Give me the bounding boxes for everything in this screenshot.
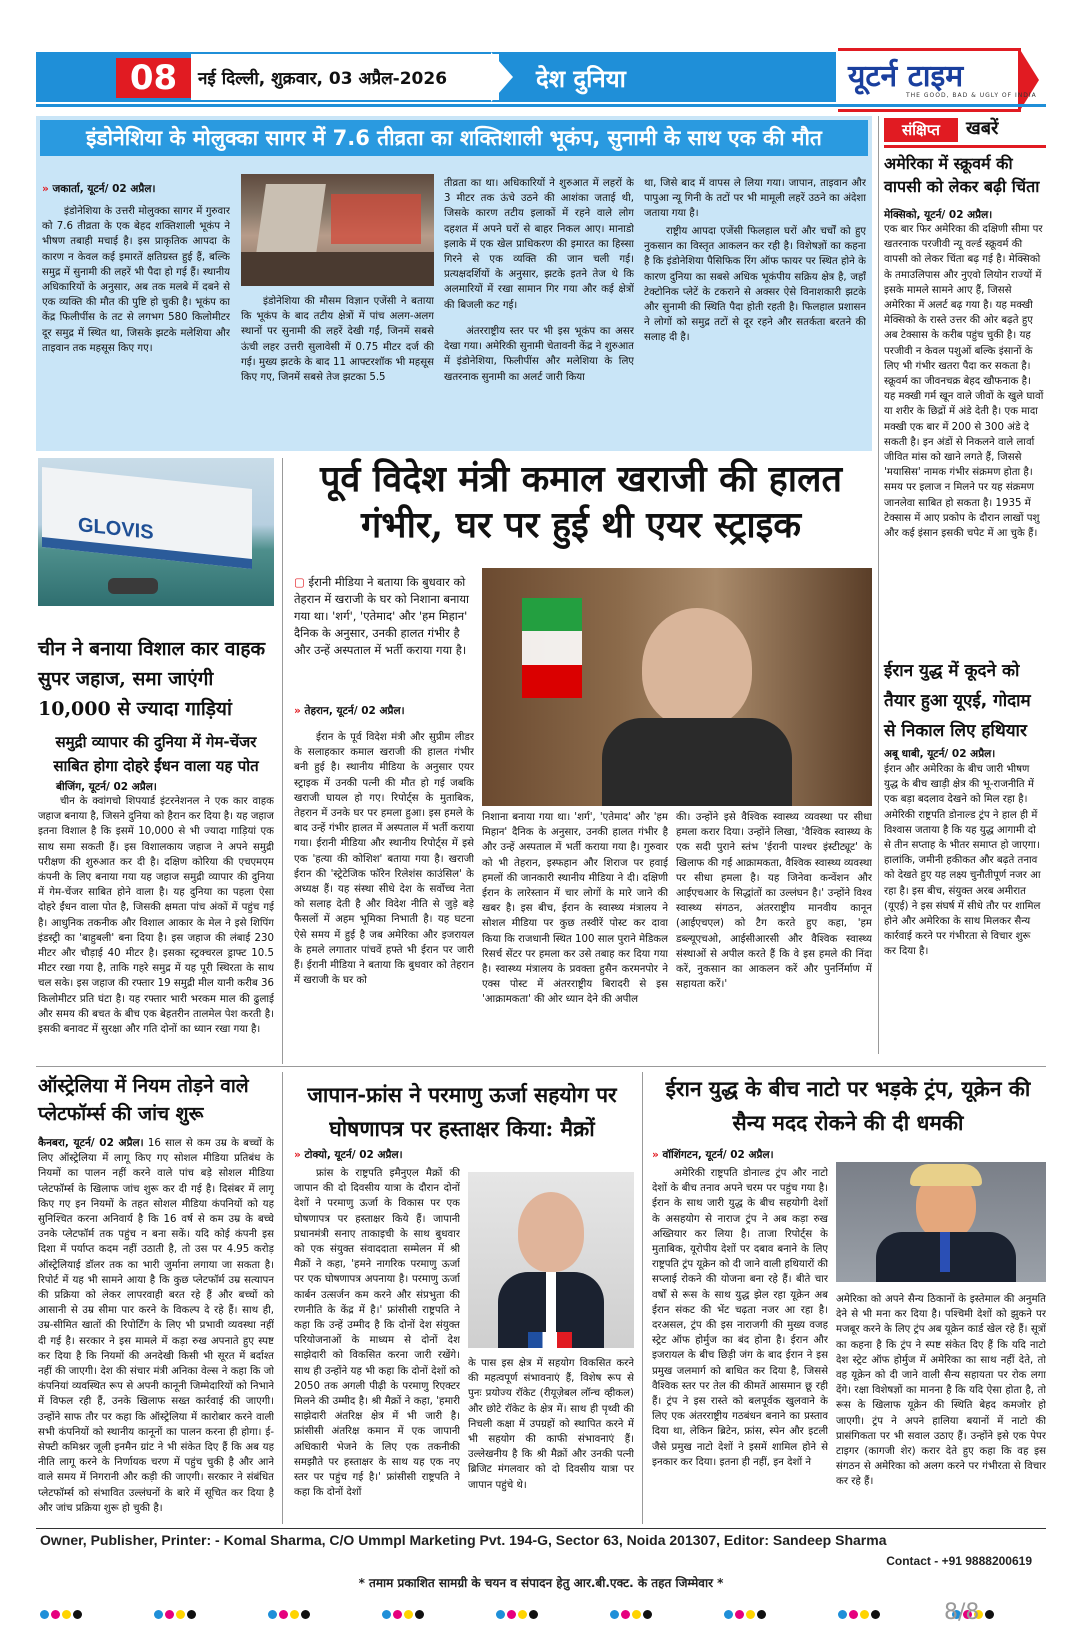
byline-text: वॉशिंगटन, यूटर्न/ 02 अप्रैल।	[662, 1149, 774, 1161]
kharazi-lead	[294, 574, 474, 698]
byline-text: जकार्ता, यूटर्न/ 02 अप्रैल।	[52, 183, 156, 195]
japan-france-col1: फ्रांस के राष्ट्रपति इमैनुएल मैक्रों की जापान की दो दिवसीय यात्रा के दौरान दोनों देशों ने परमाणु ऊर्जा के विकास पर एक घोषणापत्र पर हस्ताक्षर किये हैं। जापानी प्रधानमंत्री सनाए ताकाइची के साथ बुधवार को एक संयुक्त संवाददाता सम्मेलन में श्री मैक्रों ने कहा, 'हमने नागरिक परमाणु ऊर्जा पर एक घोषणापत्र अपनाया है। परमाणु ऊर्जा कार्बन उत्सर्जन कम करने और संप्रभुता की रणनीति के केंद्र में है।' फ्रांसीसी राष्ट्रपति ने कहा कि उन्हें उम्मीद है कि दोनों देश संयुक्त परियोजनाओं के माध्यम से दोनों देश साझेदारी को विकसित करना जारी रखेंगे। साथ ही उन्होंने यह भी कहा कि दोनों देशों को 2050 तक अगली पीढ़ी के परमाणु रिएक्टर मिलने की उम्मीद है। श्री मैक्रों ने कहा, 'हमारी साझेदारी अंतरिक्ष क्षेत्र में भी जारी है। फ्रांसीसी अंतरिक्ष कमान में एक जापानी अधिकारी भेजने के लिए एक तकनीकी समझौते पर हस्ताक्षर के साथ यह एक नए स्तर पर पहुंच गई है।' फ्रांसीसी राष्ट्रपति ने कहा कि दोनों देशों	[294, 1168, 460, 1499]
uae-byline: अबू धाबी, यूटर्न/ 02 अप्रैल।	[884, 748, 996, 760]
color-dots	[154, 1604, 198, 1614]
earthquake-col3a: तीव्रता का था। अधिकारियों ने शुरुआत में लहरों के 3 मीटर तक ऊंचे उठने की आशंका जताई थी, जिसके कारण तटीय इलाकों में रहने वाले लोग दहशत में अपने घरों से बाहर निकल आए। मानाडो इलाके में एक खेल प्राधिकरण की इमारत का हिस्सा गिरने से एक व्यक्ति की जान चली गई। प्रत्यक्षदर्शियों के अनुसार, झटके इतने तेज थे कि अलमारियों में रखा सामान गिर गया और कई क्षेत्रों की बिजली कट गई।	[444, 178, 634, 311]
ship-label: GLOVIS	[78, 514, 154, 544]
trump-photo	[836, 1162, 1046, 1282]
earthquake-col2: इंडोनेशिया की मौसम विज्ञान एजेंसी ने बताया कि भूकंप के बाद तटीय क्षेत्रों में पांच अलग-अलग स्थानों पर सुनामी की लहरें देखी गईं, जिनमें सबसे ऊंची लहर उत्तरी सुलावेसी में 0.75 मीटर दर्ज की गई। मुख्य झटके के बाद 11 आफ्टरशॉक भी महसूस किए गए, जिनमें सबसे तेज झटका 5.5	[241, 296, 434, 384]
uae-title: ईरान युद्ध में कूदने को तैयार हुआ यूएई, गोदाम से निकाल लिए हथियार	[884, 661, 1031, 741]
car-carrier-headline: चीन ने बनाया विशाल कार वाहक सुपर जहाज, समा जाएंगी 10,000 से ज्यादा गाड़ियां	[38, 638, 266, 720]
earthquake-headline: इंडोनेशिया के मोलुक्का सागर में 7.6 तीव्रता का शक्तिशाली भूकंप, सुनामी के साथ एक की मौत	[40, 120, 868, 156]
kharazi-photo	[482, 568, 872, 806]
logo-tagline: THE GOOD, BAD & UGLY OF INDIA	[906, 92, 1037, 99]
byline-text: टोक्यो, यूटर्न/ 02 अप्रैल।	[304, 1149, 403, 1161]
color-dots	[610, 1604, 654, 1614]
sidebar-tag: संक्षिप्त	[884, 118, 958, 142]
uae-body: ईरान और अमेरिका के बीच जारी भीषण युद्ध के बीच खाड़ी क्षेत्र की भू-राजनीति में एक बड़ा बदलाव देखने को मिल रहा है। अमेरिकी राष्ट्रपति डोनाल्ड ट्रंप ने हाल ही में विश्वास जताया है कि यह युद्ध आगामी दो से तीन सप्ताह के भीतर समाप्त हो जाएगा। हालांकि, जमीनी हकीकत और बढ़ते तनाव को देखते हुए यह लक्ष्य चुनौतीपूर्ण नजर आ रहा है। इस बीच, संयुक्त अरब अमीरात (यूएई) ने इस संघर्ष में सीधे तौर पर शामिल होने और अमेरिका के साथ मिलकर सैन्य कार्रवाई करने पर गंभीरता से विचार शुरू कर दिया है।	[884, 764, 1041, 958]
japan-france-byline: » टोक्यो, यूटर्न/ 02 अप्रैल।	[294, 1149, 403, 1161]
earthquake-col4a: था, जिसे बाद में वापस ले लिया गया। जापान, ताइवान और पापुआ न्यू गिनी के तटों पर भी मामूली लहरें उठने का अंदेशा जताया गया है।	[644, 178, 866, 220]
footer-note: * तमाम प्रकाशित सामग्री के चयन व संपादन हेतु आर.बी.एक्ट. के तहत जिम्मेवार *	[358, 1576, 724, 1590]
japan-france-col2: के पास इस क्षेत्र में सहयोग विकसित करने की महत्वपूर्ण संभावनाएं हैं, विशेष रूप से पुनः प्रयोज्य रॉकेट (रीयूज़ेबल लॉन्च व्हीकल) और छोटे रॉकेट के क्षेत्र में। साथ ही पृथ्वी की निचली कक्षा में उपग्रहों को स्थापित करने में भी सहयोग की काफी संभावनाएं हैं। उल्लेखनीय है कि श्री मैक्रों और उनकी पत्नी ब्रिजिट मंगलवार को दो दिवसीय यात्रा पर जापान पहुंचे थे।	[468, 1358, 634, 1491]
footer-imprint: Owner, Publisher, Printer: - Komal Sharma, C/O Ummpl Marketing Pvt. 194-G, Sector 63, Noida 201307, Editor: Sandeep Sharma	[40, 1532, 887, 1548]
color-dots	[838, 1604, 882, 1614]
color-dots	[724, 1604, 768, 1614]
byline-text: तेहरान, यूटर्न/ 02 अप्रैल।	[304, 705, 405, 717]
color-dots	[268, 1604, 312, 1614]
macron-photo	[468, 1172, 634, 1348]
page-number: 08	[116, 58, 191, 98]
logo-arrow	[1019, 48, 1039, 112]
trump-col2: अमेरिका को अपने सैन्य ठिकानों के इस्तेमाल की अनुमति देने से भी मना कर दिया है। पश्चिमी देशों को झुकने पर मजबूर करने के लिए ट्रंप अब यूक्रेन कार्ड खेल रहे हैं। सूत्रों का कहना है कि ट्रंप ने स्पष्ट संकेत दिए हैं कि यदि नाटो देश स्ट्रेट ऑफ होर्मुज में अमेरिका का साथ नहीं देते, तो वह यूक्रेन को दी जाने वाली सैन्य सहायता पर रोक लगा देंगे। रक्षा विशेषज्ञों का मानना है कि यदि ऐसा होता है, तो रूस के खिलाफ यूक्रेन की स्थिति बेहद कमजोर हो जाएगी। ट्रंप ने अपने हालिया बयानों में नाटो की प्रासंगिकता पर भी सवाल उठाए हैं। उन्होंने इसे एक पेपर टाइगर (कागजी शेर) करार देते हुए कहा कि वह इस संगठन से अमेरिका को अलग करने पर गंभीरता से विचार कर रहे हैं।	[836, 1294, 1046, 1488]
kharazi-col1: ईरान के पूर्व विदेश मंत्री और सुप्रीम लीडर के सलाहकार कमाल खराजी की हालत गंभीर बनी हुई है। स्थानीय मीडिया के अनुसार एयर स्ट्राइक में उनकी पत्नी की मौत हो गई जबकि खराजी घायल हो गए। रिपोर्ट्स के मुताबिक, तेहरान में उनके घर पर हमला हुआ। इस हमले के बाद उन्हें गंभीर हालत में अस्पताल में भर्ती कराया गया। ईरानी मीडिया और स्थानीय रिपोर्ट्स में इसे एक 'हत्या की कोशिश' बताया गया है। खराजी ईरान की 'स्ट्रेटेजिक फॉरेन रिलेशंस काउंसिल' के अध्यक्ष हैं। यह संस्था सीधे देश के सर्वोच्च नेता को सलाह देती है और विदेश नीति से जुड़े बड़े फैसलों में अहम भूमिका निभाती है। यह घटना ऐसे समय में हुई है जब अमेरिका और इजरायल के हमले लगातार पांचवें हफ्ते भी ईरान पर जारी हैं। ईरानी मीडिया ने बताया कि बुधवार को तेहरान में खराजी के घर को	[294, 732, 474, 987]
earthquake-col4b: राष्ट्रीय आपदा एजेंसी फिलहाल घरों और चर्चों को हुए नुकसान का विस्तृत आकलन कर रही है। विशेषज्ञों का कहना है कि इंडोनेशिया पैसिफिक रिंग ऑफ फायर पर स्थित होने के कारण दुनिया का सबसे अधिक भूकंपीय सक्रिय क्षेत्र है, जहाँ टेक्टोनिक प्लेटें के टकराने से अक्सर ऐसे विनाशकारी झटके और सुनामी की स्थिति पैदा होती रहती है। फिलहाल प्रशासन ने लोगों को समुद्र तटों से दूर रहने और सतर्कता बरतने की सलाह दी है।	[644, 226, 866, 344]
section-title: देश दुनिया	[536, 65, 626, 93]
footer-contact: Contact - +91 9888200619	[886, 1554, 1032, 1568]
sidebar-rule	[884, 145, 1046, 148]
kharazi-headline: पूर्व विदेश मंत्री कमाल खराजी की हालत गंभीर, घर पर हुई थी एयर स्ट्राइक	[319, 458, 843, 546]
car-carrier-subhead: समुद्री व्यापार की दुनिया में गेम-चेंजर साबित होगा दोहरे ईंधन वाला यह पोत	[53, 733, 259, 775]
australia-body	[38, 1136, 274, 1526]
car-carrier-photo	[38, 458, 274, 606]
sidebar-divider	[878, 116, 879, 1054]
australia-byline: कैनबरा, यूटर्न/ 02 अप्रैल।	[38, 1137, 144, 1149]
screwworm-title: अमेरिका में स्क्रूवर्म की वापसी को लेकर बढ़ी चिंता	[884, 154, 1040, 196]
earthquake-byline: » जकार्ता, यूटर्न/ 02 अप्रैल।	[42, 183, 156, 195]
kharazi-col2: निशाना बनाया गया था। 'शर्ग', 'एतेमाद' और 'हम मिहान' दैनिक के अनुसार, उनकी हालत गंभीर है और उन्हें अस्पताल में भर्ती कराया गया है। गुरुवार को भी तेहरान, इस्फहान और शिराज पर हवाई हमलों की जानकारी स्थानीय मीडिया ने दी। दक्षिणी ईरान के लारेस्तान में चार लोगों के मारे जाने की खबर है। इस बीच, ईरान के स्वास्थ्य मंत्रालय ने सोशल मीडिया पर कुछ तस्वीरें पोस्ट कर दावा किया कि राजधानी स्थित 100 साल पुराने मेडिकल रिसर्च सेंटर पर हमला कर उसे तबाह कर दिया गया है। स्वास्थ्य मंत्रालय के प्रवक्ता हुसैन करमनपोर ने एक्स पोस्ट में अंतरराष्ट्रीय बिरादरी से इस 'आक्रामकता' की ओर ध्यान देने की अपील	[482, 812, 668, 1006]
masthead-rule	[36, 104, 1046, 107]
trump-headline: ईरान युद्ध के बीच नाटो पर भड़के ट्रंप, यूक्रेन की सैन्य मदद रोकने की दी धमकी	[665, 1076, 1031, 1135]
trump-byline: » वॉशिंगटन, यूटर्न/ 02 अप्रैल।	[652, 1149, 774, 1161]
section-divider	[36, 1066, 1046, 1067]
screwworm-byline: मेक्सिको, यूटर्न/ 02 अप्रैल।	[884, 209, 993, 221]
page-indicator[interactable]: 8/8	[944, 1600, 980, 1625]
column-divider-bottom-right	[642, 1072, 643, 1524]
australia-headline: ऑस्ट्रेलिया में नियम तोड़ने वाले प्लेटफॉर्म्स की जांच शुरू	[38, 1075, 249, 1125]
masthead	[36, 44, 1046, 106]
sidebar-tag-khabar: खबरें	[966, 118, 999, 139]
japan-france-headline: जापान-फ्रांस ने परमाणु ऊर्जा सहयोग पर घोषणापत्र पर हस्ताक्षर किया: मैक्रों	[307, 1082, 617, 1141]
car-carrier-byline: बीजिंग, यूटर्न/ 02 अप्रैल।	[56, 781, 157, 793]
logo: यूटर्न टाइम	[848, 59, 964, 94]
color-dots	[382, 1604, 426, 1614]
earthquake-col1: इंडोनेशिया के उत्तरी मोलुक्का सागर में गुरुवार को 7.6 तीव्रता के एक बेहद शक्तिशाली भूकंप ने भीषण तबाही मचाई है। इस प्राकृतिक आपदा के कारण न केवल कई इमारतें क्षतिग्रस्त हुई हैं, बल्कि समुद्र में सुनामी की लहरें भी पैदा हो गई हैं। स्थानीय अधिकारियों के अनुसार, अब तक मलबे में दबने से एक व्यक्ति की मौत की पुष्टि हो चुकी है। भूकंप का केंद्र फिलीपींस के तट से लगभग 580 किलोमीटर दूर समुद्र में स्थित था, जिसके झटके मलेशिया और ताइवान तक महसूस किए गए।	[42, 206, 230, 354]
column-divider-left	[282, 458, 283, 1064]
kharazi-lead-text: ईरानी मीडिया ने बताया कि बुधवार को तेहरान में खराजी के घर को निशाना बनाया गया था। 'शर्ग', 'एतेमाद' और 'हम मिहान' दैनिक के अनुसार, उनकी हालत गंभीर है और उन्हें अस्पताल में भर्ती कराया गया है।	[294, 575, 470, 657]
earthquake-photo	[241, 174, 434, 286]
dateline: नई दिल्ली, शुक्रवार, 03 अप्रैल-2026	[198, 69, 448, 89]
kharazi-col3: की। उन्होंने इसे वैश्विक स्वास्थ्य व्यवस्था पर सीधा हमला करार दिया। उन्होंने लिखा, 'वैश्विक स्वास्थ्य के एक सदी पुराने स्तंभ 'ईरानी पाश्चर इंस्टीट्यूट' के खिलाफ की गई आक्रामकता, वैश्विक स्वास्थ्य व्यवस्था पर सीधा हमला है। यह जिनेवा कन्वेंशन और आईएचआर के सिद्धांतों का उल्लंघन है।' उन्होंने विश्व स्वास्थ्य संगठन, अंतरराष्ट्रीय मानवीय कानून (आईएचएल) को टैग करते हुए कहा, 'हम डब्ल्यूएचओ, आईसीआरसी और वैश्विक स्वास्थ्य संस्थाओं से अपील करते हैं कि वे इस हमले की निंदा करें, नुकसान का आकलन करें और पुनर्निर्माण में सहायता करें।'	[676, 812, 872, 991]
car-carrier-body: चीन के क्वांगचो शिपयार्ड इंटरनेशनल ने एक कार वाहक जहाज बनाया है, जिसने दुनिया को हैरान कर दिया है। यह जहाज इतना विशाल है कि इसमें 10,000 से भी ज्यादा गाड़ियां एक साथ समा सकती हैं। इस विशालकाय जहाज ने अपने समुद्री परीक्षण की शुरुआत कर दी है। दक्षिण कोरिया की एचएमएम कंपनी के लिए बनाया गया यह जहाज समुद्री व्यापार की दुनिया में गेम-चेंजर साबित होने वाला है। यह दुनिया का पहला ऐसा दोहरे ईंधन वाला पोत है, जिसकी क्षमता पांच अंकों में पहुंच गई है। आधुनिक तकनीक और विशाल आकार के मेल ने इसे शिपिंग इंडस्ट्री का 'बाहुबली' बना दिया है। इस जहाज की लंबाई 230 मीटर और चौड़ाई 40 मीटर है। इसका स्ट्रक्चरल ड्राफ्ट 10.5 मीटर रखा गया है, ताकि गहरे समुद्र में यह पूरी स्थिरता के साथ चल सके। इस जहाज की रफ्तार 19 समुद्री मील यानी करीब 36 किलोमीटर प्रति घंटा है। यह रफ्तार भारी भरकम माल की ढुलाई और समय की बचत के बीच एक बेहतरीन तालमेल पेश करती है। इसकी बनावट में सुरक्षा और गति दोनों का ध्यान रखा गया है।	[38, 796, 274, 1036]
lead-marker: ▢	[294, 575, 309, 589]
masthead-arrow	[491, 52, 513, 102]
color-dots	[40, 1604, 84, 1614]
australia-body-text: 16 साल से कम उम्र के बच्चों के लिए ऑस्ट्रेलिया में लागू किए गए सोशल मीडिया प्रतिबंध के नियमों का पालन नहीं करने वाले पांच बड़े सोशल मीडिया प्लेटफॉर्म्स के खिलाफ जांच शुरू कर दी गई है। दिसंबर में लागू किए गए इन नियमों के तहत सोशल मीडिया कंपनियों को यह सुनिश्चित करना अनिवार्य है कि 16 वर्ष से कम उम्र के बच्चे उनके प्लेटफॉर्म तक पहुंच न बना सकें। यदि कोई कंपनी इस दिशा में पर्याप्त कदम नहीं उठाती है, तो उस पर 4.95 करोड़ ऑस्ट्रेलियाई डॉलर तक का भारी जुर्माना लगाया जा सकता है। रिपोर्ट में यह भी सामने आया है कि कुछ प्लेटफॉर्म उम्र सत्यापन की प्रक्रिया को लेकर लापरवाही बरत रहे हैं और बच्चों को आसानी से उम्र सीमा पार करने के विकल्प दे रहे हैं। साथ ही, उम्र-सीमित खातों की रिपोर्टिंग के लिए भी प्रभावी व्यवस्था नहीं दी गई है। सरकार ने इस मामले में कड़ा रुख अपनाते हुए स्पष्ट कर दिया है कि नियमों की अनदेखी किसी भी सूरत में बर्दाश्त नहीं की जाएगी। देश की संचार मंत्री अनिका वेल्स ने कहा कि जो कंपनियां व्यवस्थित रूप से अपनी कानूनी जिम्मेदारियों को निभाने में विफल रही हैं, उनके खिलाफ सख्त कार्रवाई की जाएगी। उन्होंने साफ तौर पर कहा कि ऑस्ट्रेलिया में कारोबार करने वाली सभी कंपनियों को स्थानीय कानूनों का पालन करना ही होगा। ई-सेफ्टी कमिश्नर जूली इनमैन ग्रांट ने भी संकेत दिए हैं कि अब यह नीति लागू करने के निर्णायक चरण में पहुंच चुकी है और आने वाले समय में निगरानी और कड़ी की जाएगी। सरकार ने संबंधित प्लेटफॉर्म्स को संभावित उल्लंघनों के बारे में सूचित कर दिया है और जांच प्रक्रिया शुरू हो चुकी है।	[38, 1138, 274, 1514]
newspaper-page	[36, 44, 1046, 1599]
trump-col1: अमेरिकी राष्ट्रपति डोनाल्ड ट्रंप और नाटो देशों के बीच तनाव अपने चरम पर पहुंच गया है। ईरान के साथ जारी युद्ध के बीच सहयोगी देशों के असहयोग से नाराज ट्रंप ने अब कड़ा रुख अख्तियार कर लिया है। ताजा रिपोर्ट्स के मुताबिक, यूरोपीय देशों पर दबाव बनाने के लिए राष्ट्रपति ट्रंप यूक्रेन को दी जाने वाली हथियारों की सप्लाई रोकने की योजना बना रहे हैं। बीते चार वर्षों से रूस के साथ युद्ध झेल रहा यूक्रेन अब ईरान संकट की भेंट चढ़ता नजर आ रहा है। दरअसल, ट्रंप की इस नाराजगी की मुख्य वजह स्ट्रेट ऑफ होर्मुज का बंद होना है। ईरान और इजरायल के बीच छिड़ी जंग के बाद ईरान ने इस प्रमुख जलमार्ग को बाधित कर दिया है, जिससे वैश्विक स्तर पर तेल की कीमतें आसमान छू रही हैं। ट्रंप ने इस रास्ते को बलपूर्वक खुलवाने के लिए एक अंतरराष्ट्रीय गठबंधन बनाने का प्रस्ताव दिया था, लेकिन ब्रिटेन, फ्रांस, स्पेन और इटली जैसे प्रमुख नाटो देशों ने इसमें शामिल होने से इनकार कर दिया। इतना ही नहीं, इन देशों ने	[652, 1168, 828, 1468]
screwworm-body: एक बार फिर अमेरिका की दक्षिणी सीमा पर खतरनाक परजीवी न्यू वर्ल्ड स्क्रूवर्म की वापसी को लेकर चिंता बढ़ गई है। मेक्सिको के तमाउलिपास और नुएवो लियोन राज्यों में इसके मामले सामने आए हैं, जिससे अमेरिका में अलर्ट बढ़ गया है। यह मक्खी मेक्सिको के रास्ते उत्तर की ओर बढ़ते हुए अब टेक्सास के करीब पहुंच चुकी है। यह परजीवी न केवल पशुओं बल्कि इंसानों के लिए भी गंभीर खतरा पैदा कर सकता है। स्क्रूवर्म का जीवनचक्र बेहद खौफनाक है। यह मक्खी गर्म खून वाले जीवों के खुले घावों या शरीर के छिद्रों में अंडे देती है। एक मादा मक्खी एक बार में 200 से 300 अंडे दे सकती है। इन अंडों से निकलने वाले लार्वा जीवित मांस को खाने लगते हैं, जिससे 'मयासिस' नामक गंभीर संक्रमण होता है। समय पर इलाज न मिलने पर यह संक्रमण जानलेवा साबित हो सकता है। 1935 में टेक्सास में आए प्रकोप के दौरान लाखों पशु और कई इंसान इसकी चपेट में आ चुके हैं।	[884, 224, 1044, 540]
kharazi-byline: » तेहरान, यूटर्न/ 02 अप्रैल।	[294, 705, 405, 717]
earthquake-col3b: अंतरराष्ट्रीय स्तर पर भी इस भूकंप का असर देखा गया। अमेरिकी सुनामी चेतावनी केंद्र ने शुरुआत में इंडोनेशिया, फिलीपींस और मलेशिया के लिए खतरनाक सुनामी का अलर्ट जारी किया	[444, 326, 634, 383]
footer-rule	[36, 1528, 1046, 1529]
color-dots	[496, 1604, 540, 1614]
column-divider-bottom-left	[282, 1072, 283, 1524]
